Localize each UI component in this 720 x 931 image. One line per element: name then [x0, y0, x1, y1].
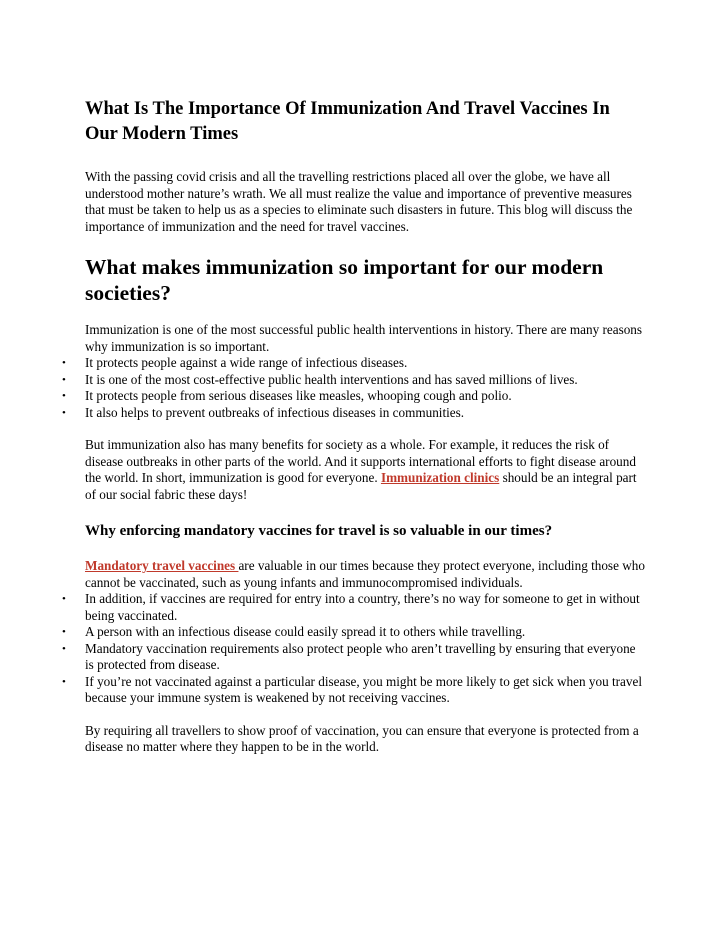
list-item: [62, 624, 645, 641]
list-item-text: Mandatory vaccination requirements also protect people who aren’t travelling by ensuring that everyone is protected from disease.: [85, 640, 636, 672]
list-item-text: It protects people from serious diseases like measles, whooping cough and polio.: [85, 388, 512, 403]
document-title: What Is The Importance Of Immunization And Travel Vaccines In Our Modern Times: [85, 99, 610, 144]
bullet-icon: •: [62, 390, 66, 402]
closing-paragraph: By requiring all travellers to show proof of vaccination, you can ensure that everyone is protected from a disease no matter where they happen to be in the world.: [85, 722, 639, 754]
society-paragraph: [85, 437, 645, 503]
travel-bullet-list: [62, 591, 645, 707]
mandatory-travel-vaccines-link[interactable]: Mandatory travel vaccines: [85, 558, 239, 573]
heading-importance: What makes immunization so important for our modern societies?: [85, 255, 604, 305]
list-item: [62, 404, 645, 422]
bullet-icon: •: [62, 626, 66, 638]
bullet-icon: •: [62, 406, 66, 419]
importance-paragraph: Immunization is one of the most successful public health interventions in history. There are many reasons why immunization is so important.: [85, 322, 643, 354]
immunization-clinics-link[interactable]: Immunization clinics: [380, 470, 500, 485]
list-item-text: It also helps to prevent outbreaks of infectious diseases in communities.: [85, 404, 465, 420]
society-text-after-link: should be an integral part of our social fabric these days!: [85, 470, 637, 502]
heading-travel: Why enforcing mandatory vaccines for travel is so valuable in our times?: [85, 523, 553, 539]
list-item: [62, 640, 645, 674]
list-item: [62, 388, 645, 405]
list-item: [62, 673, 645, 707]
document-body: [62, 97, 645, 756]
list-item: [62, 355, 645, 372]
travel-paragraph: [85, 558, 645, 591]
bullet-icon: •: [62, 642, 66, 655]
travel-text-after-link: are valuable in our times because they protect everyone, including those who cannot be vaccinated, such as young infants and immunocompromised individuals.: [85, 558, 645, 590]
list-item-text: If you’re not vaccinated against a particular disease, you might be more likely to get sick when you travel because your immune system is weakened by not receiving vaccines.: [85, 673, 642, 705]
list-item: [62, 371, 645, 389]
list-item: [62, 591, 645, 624]
importance-bullet-list: [62, 355, 645, 421]
list-item-text: It protects people against a wide range of infectious diseases.: [85, 355, 408, 370]
list-item-text: It is one of the most cost-effective public health interventions and has saved millions of lives.: [85, 371, 578, 387]
intro-paragraph: With the passing covid crisis and all the travelling restrictions placed all over the globe, we have all understood mother nature’s wrath. We all must realize the value and importance of preventive measures that must be taken to help us as a species to eliminate such disasters in future. This blog will discuss the importance of immunization and the need for travel vaccines.: [85, 169, 633, 234]
society-text-before-link: But immunization also has many benefits for society as a whole. For example, it reduces the risk of disease outbreaks in other parts of the world. And it supports international efforts to fight disease around the world. In short, immunization is good for everyone.: [85, 437, 636, 485]
list-item-text: In addition, if vaccines are required for entry into a country, there’s no way for someone to get in without being vaccinated.: [85, 591, 640, 623]
bullet-icon: •: [62, 357, 66, 369]
bullet-icon: •: [62, 675, 66, 688]
bullet-icon: •: [62, 593, 66, 605]
bullet-icon: •: [62, 373, 66, 386]
list-item-text: A person with an infectious disease could easily spread it to others while travelling.: [85, 624, 526, 639]
